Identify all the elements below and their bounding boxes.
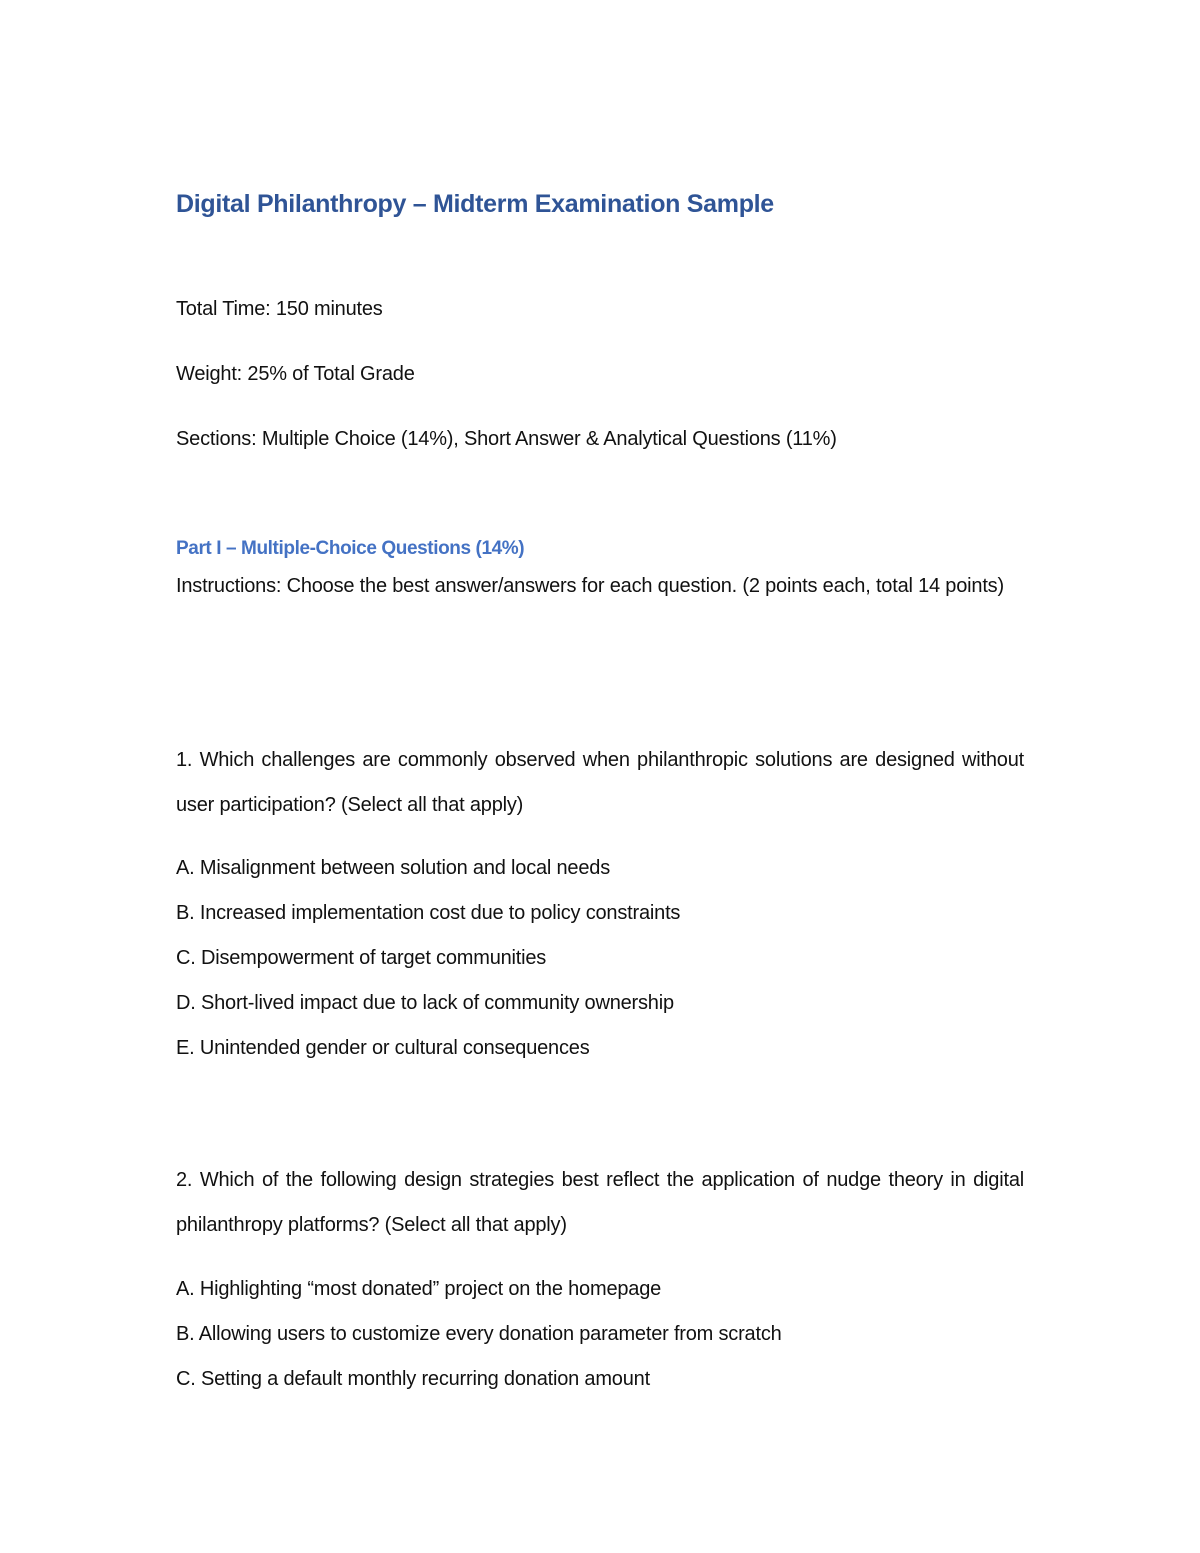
weight-line: Weight: 25% of Total Grade [176, 363, 415, 385]
question-1-text: 1. Which challenges are commonly observed when philanthropic solutions are designed without user participation? (Select all that apply) [176, 749, 1024, 816]
question-1-option-c: C. Disempowerment of target communities [176, 947, 547, 969]
question-2-option-a: A. Highlighting “most donated” project on the homepage [176, 1278, 662, 1300]
question-2-option-b: B. Allowing users to customize every donation parameter from scratch [176, 1323, 782, 1345]
total-time-line: Total Time: 150 minutes [176, 298, 383, 320]
document-title: Digital Philanthropy – Midterm Examination Sample [176, 190, 774, 218]
question-1-option-e: E. Unintended gender or cultural consequences [176, 1037, 590, 1059]
question-2-option-c: C. Setting a default monthly recurring donation amount [176, 1368, 650, 1390]
question-1-option-b: B. Increased implementation cost due to policy constraints [176, 902, 681, 924]
question-2-text: 2. Which of the following design strategies best reflect the application of nudge theory in digital philanthropy platforms? (Select all that apply) [176, 1169, 1024, 1236]
part-1-instructions: Instructions: Choose the best answer/answers for each question. (2 points each, total 14 points) [176, 575, 1004, 597]
question-1-option-a: A. Misalignment between solution and local needs [176, 857, 611, 879]
part-1-heading: Part I – Multiple-Choice Questions (14%) [176, 538, 525, 559]
question-1-option-d: D. Short-lived impact due to lack of community ownership [176, 992, 674, 1014]
sections-line: Sections: Multiple Choice (14%), Short Answer & Analytical Questions (11%) [176, 428, 837, 450]
